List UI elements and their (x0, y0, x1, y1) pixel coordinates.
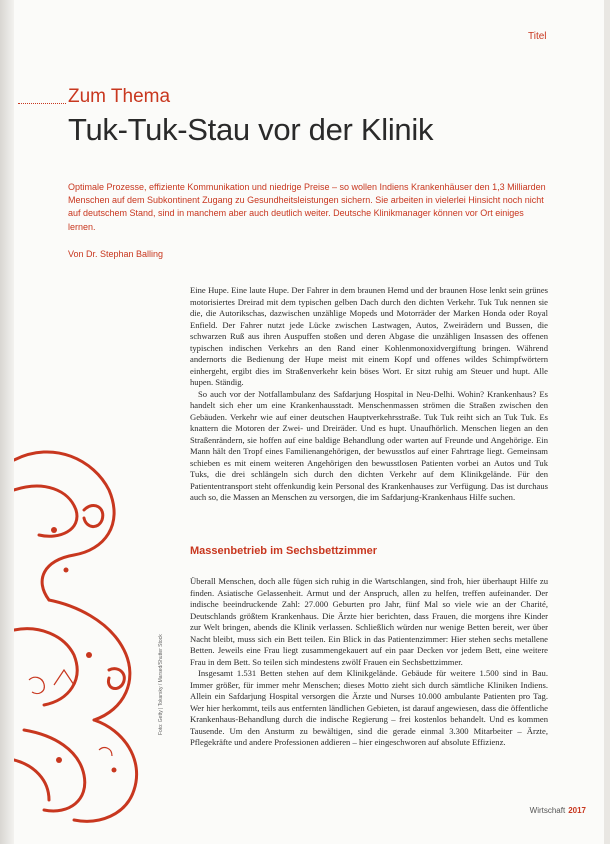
body-paragraph: Überall Menschen, doch alle fügen sich ruhig in die Wartschlangen, sind froh, hier überhaupt Hilfe zu finden. Asiatische Gelassenheit. Armut und der Anspruch, allen zu helfen, treffen aufeinander. Der indische beeindruckende Zahl: 27.000 Geburten pro Jahr, fünf Mal so viele wie an der Charité, Deutschlands größtem Krankenhaus. Die Ärzte hier berichten, dass Frauen, die morgens ihre Kinder zur Welt bringen, abends die Klinik verlassen. Schließlich würden nur wenige Betten bereit, wer über Nacht bleibt, muss sich ein Bett teilen. Ein Blick in das Patientenzimmer: Hier stehen sechs metallene Betten. Jeweils eine Frau liegt zusammengekauert auf ein paar Decken vor jedem Bett, eine weitere Frau in dem Bett. So teilen sich mindestens zwölf Frauen ein Sechsbettzimmer. (190, 576, 548, 667)
page-footer (530, 806, 586, 815)
article-lead: Optimale Prozesse, effiziente Kommunikation und niedrige Preise – so wollen Indiens Krankenhäuser den 1,3 Milliarden Menschen auf dem Subkontinent Zugang zu Gesundheitsleistungen sichern. Sie arbeiten in vielerlei Hinsicht noch nicht auf deutschem Stand, sind in manchem aber auch deutlich weiter. Deutsche Klinikmanager können vor Ort einiges lernen. (68, 182, 546, 232)
kicker-dotted-rule (18, 103, 66, 104)
page-edge (604, 0, 610, 844)
photo-credit: Foto: Getty | Tokarsky / Marsed/Shutter Stock (158, 634, 164, 735)
section-tag: Titel (528, 31, 547, 42)
footer-year: 2017 (568, 806, 586, 815)
article-body-section-1 (190, 285, 548, 504)
ganesha-illustration-icon (14, 430, 164, 830)
footer-magazine: Wirtschaft (529, 806, 566, 815)
article-body-section-2 (190, 576, 548, 749)
kicker: Zum Thema (68, 86, 171, 107)
body-paragraph: So auch vor der Notfallambulanz des Safdarjung Hospital in Neu-Delhi. Wohin? Krankenhaus? Es handelt sich eher um eine Krankenhausstadt. Menschenmassen strömen die Straßen zwischen den Gebäuden. Verkehr wie auf einer deutschen Hauptverkehrsstraße. Tuk Tuk reiht sich an Tuk Tuk. Es knattern die Motoren der Zwei- und Dreiräder. Und es hupt. Unaufhörlich. Menschen liegen an den Straßenrändern, sie hoffen auf eine baldige Behandlung oder warten auf Freunde und Angehörige. Ein Mann hält den Tropf eines Familienangehörigen, der bewusstlos auf einer Fahrtrage liegt. Gemeinsam schieben es mit einem weiteren Angehörigen den bewusstlosen Patienten vorbei an Autos und Tuk Tuks, die drei schlängeln sich durch den dichten Verkehr auf dem Klinikgelände. Für den Patiententransport steht offenkundig kein Personal des Krankenhauses zur Verfügung. Das ist durchaus auch so, die Massen an Menschen zu versorgen, die im Safdarjung-Krankenhaus Hilfe suchen. (190, 388, 548, 502)
author-line: Von Dr. Stephan Balling (68, 249, 164, 259)
body-paragraph: Eine Hupe. Eine laute Hupe. Der Fahrer in dem braunen Hemd und der braunen Hose lenkt sein grünes motorisiertes Dreirad mit dem typischen gelben Dach durch den dichten Verkehr. Tuk Tuk nennen sie die, die Autorikschas, dazwischen unzählige Mopeds und Motorräder der Marken Honda oder Royal Enfield. Der Fahrer nutzt jede Lücke zwischen Lastwagen, Autos, Zweirädern und Bussen, die schwarzen Ruß aus ihren Auspuffen stoßen und deren Abgase die unzähligen Insassen des offenen typischen indischen Verkehrs an den Rand einer Kohlenmonoxidvergiftung bringen. Während andernorts die Bedienung der Hupe meist mit einem Kopf und offenes wildes Schimpfwörtern einhergeht, ergibt dies im Straßenverkehr kein böses Wort. Er sitzt ruhig am Steuer und hupt. Alle hupen. Ständig. (190, 285, 548, 387)
article-title: Tuk-Tuk-Stau vor der Klinik (68, 112, 434, 147)
section-subheading: Massenbetrieb im Sechsbettzimmer (190, 545, 378, 557)
body-paragraph: Insgesamt 1.531 Betten stehen auf dem Klinikgelände. Gebäude für weitere 1.500 sind in Bau. Immer größer, für immer mehr Menschen; dieses Motto zieht sich durch sämtliche Kliniken Indiens. Allein ein Safdarjung Hospital versorgen die Ärzte und Nurses 10.000 ambulante Patienten pro Tag. Wer hier herkommt, teils aus entfernten ländlichen Gebieten, ist darauf angewiesen, dass die öffentliche Krankenhaus-Behandlung durch die indische Regierung – frei kostenlos behandelt. Und es kommen Tausende. Um den Ansturm zu bewältigen, sind die gerade einmal 3.300 Mitarbeiter – Ärzte, Pflegekräfte und andere Professionen addieren – hier eingeschworen auf absolute Effizienz. (190, 668, 548, 747)
page-gutter-shadow (0, 0, 14, 844)
